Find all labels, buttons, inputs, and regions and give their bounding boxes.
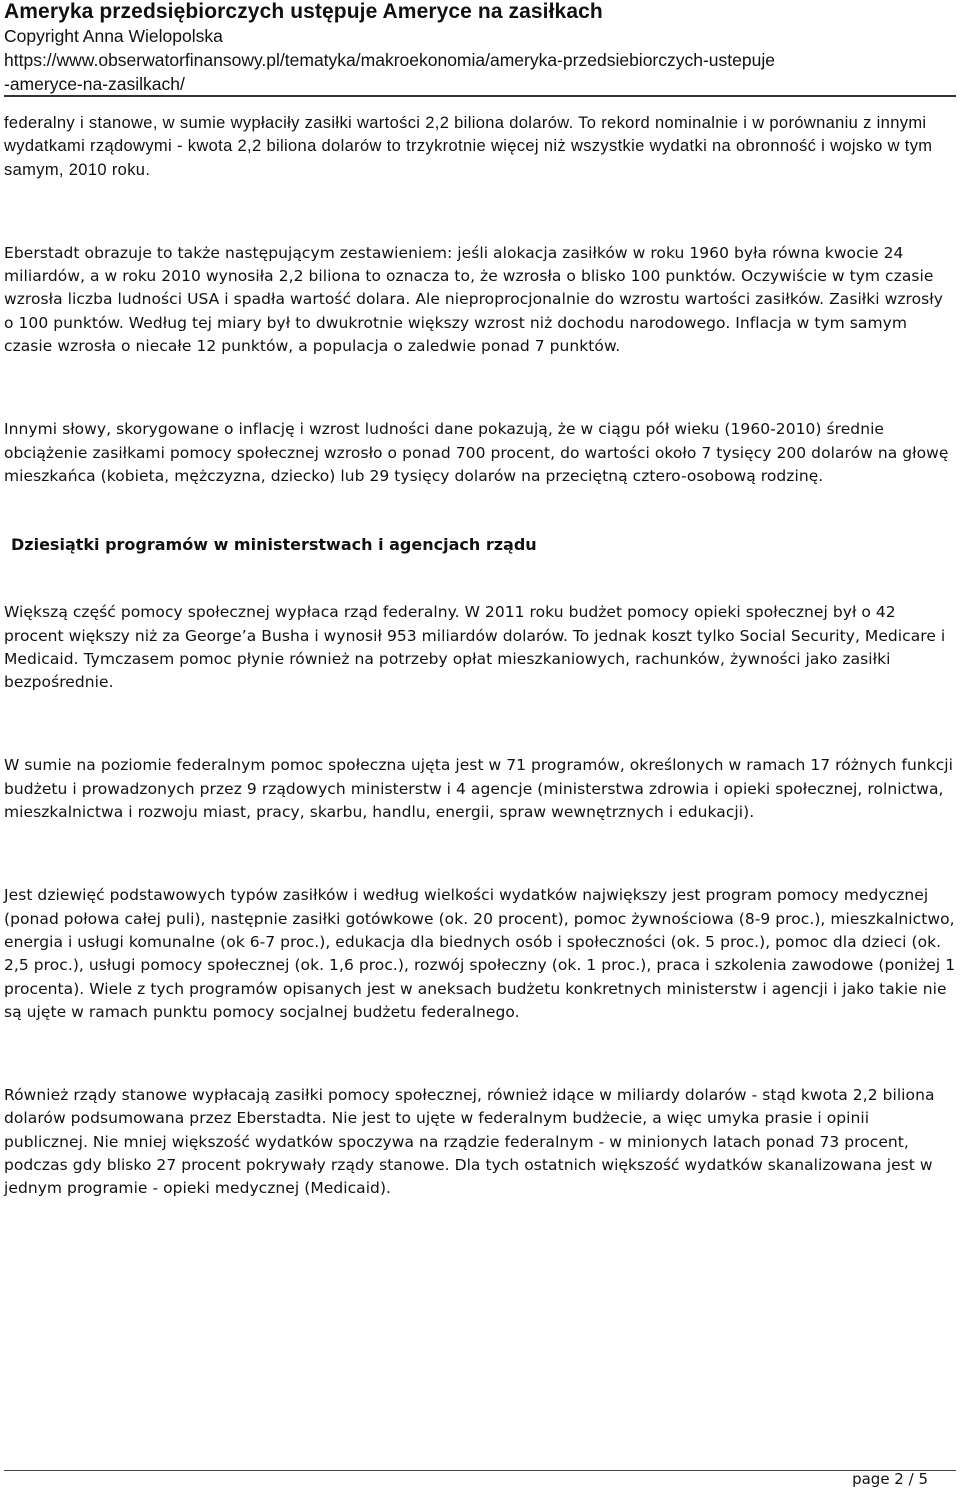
page-number: page 2 / 5 — [852, 1470, 928, 1488]
paragraph-3: Innymi słowy, skorygowane o inflację i wzrost ludności dane pokazują, że w ciągu pół wieku (1960-2010) średnie obciążenie zasiłkami pomocy społecznej wzrosło o ponad 700 procent, do wartości około 7 tysięcy 200 dolarów na głowę mieszkańca (kobieta, mężczyzna, dziecko) lub 29 tysięcy dolarów na przeciętną cztero-osobową rodzinę. — [4, 420, 949, 485]
article-title: Ameryka przedsiębiorczych ustępuje Ameryce na zasiłkach — [4, 0, 603, 23]
copyright-line: Copyright Anna Wielopolska — [4, 26, 223, 46]
section-heading: Dziesiątki programów w ministerstwach i agencjach rządu — [11, 535, 537, 555]
source-url-line-1: https://www.obserwatorfinansowy.pl/tematyka/makroekonomia/ameryka-przedsiebiorczych-ustepuje — [4, 50, 775, 70]
paragraph-4: Większą część pomocy społecznej wypłaca rząd federalny. W 2011 roku budżet pomocy opieki społecznej był o 42 procent większy niż za George’a Busha i wynosił 953 miliardów dolarów. To jednak koszt tylko Social Security, Medicare i Medicaid. Tymczasem pomoc płynie również na potrzeby opłat mieszkaniowych, rachunków, żywności jako zasiłki bezpośrednie. — [4, 603, 946, 692]
paragraph-1: federalny i stanowe, w sumie wypłaciły zasiłki wartości 2,2 biliona dolarów. To rekord nominalnie i w porównaniu z innymi wydatkami rządowymi - kwota 2,2 biliona dolarów to trzykrotnie więcej niż wszystkie wydatki na obronność i wojsko w tym samym, 2010 roku. — [4, 114, 933, 179]
source-url-line-2: -ameryce-na-zasilkach/ — [4, 74, 185, 94]
paragraph-6: Jest dziewięć podstawowych typów zasiłków i według wielkości wydatków największy jest program pomocy medycznej (ponad połowa całej puli), następnie zasiłki gotówkowe (ok. 20 procent), pomoc żywnościowa (8-9 proc.), mieszkalnictwo, energia i usługi komunalne (ok 6-7 proc.), edukacja dla biednych osób i społeczności (ok. 5 proc.), pomoc dla dzieci (ok. 2,5 proc.), usługi pomocy społecznej (ok. 1,6 proc.), rozwój społeczny (ok. 1 proc.), praca i szkolenia zawodowe (poniżej 1 procenta). Wiele z tych programów opisanych jest w aneksach budżetu konkretnych ministerstw i agencji i jako takie nie są ujęte w ramach punktu pomocy socjalnej budżetu federalnego. — [4, 886, 956, 1021]
paragraph-5: W sumie na poziomie federalnym pomoc społeczna ujęta jest w 71 programów, określonych w ramach 17 różnych funkcji budżetu i prowadzonych przez 9 rządowych ministerstw i 4 agencje (ministerstwa zdrowia i opieki społecznej, rolnictwa, mieszkalnictwa i rozwoju miast, pracy, skarbu, handlu, energii, spraw wewnętrznych i edukacji). — [4, 756, 954, 822]
header-divider — [4, 95, 956, 97]
footer-divider — [4, 1470, 956, 1471]
paragraph-2: Eberstadt obrazuje to także następującym zestawieniem: jeśli alokacja zasiłków w roku 1960 była równa kwocie 24 miliardów, a w roku 2010 wynosiła 2,2 biliona to oznacza to, że wzrosła o blisko 100 punktów. Oczywiście w tym czasie wzrosła liczba ludności USA i spadła wartość dolara. Ale nieproprocjonalnie do wzrostu wartości zasiłków. Zasiłki wzrosły o 100 punktów. Według tej miary był to dwukrotnie większy wzrost niż dochodu narodowego. Inflacja w tym samym czasie wzrosła o niecałe 12 punktów, a populacja o zaledwie ponad 7 punktów. — [4, 243, 943, 356]
article-body — [4, 112, 956, 1201]
paragraph-7: Również rządy stanowe wypłacają zasiłki pomocy społecznej, również idące w miliardy dolarów - stąd kwota 2,2 biliona dolarów podsumowana przez Eberstadta. Nie jest to ujęte w federalnym budżecie, a więc umyka prasie i opinii publicznej. Nie mniej większość wydatków spoczywa na rządzie federalnym - w minionych latach ponad 73 procent, podczas gdy blisko 27 procent pokrywały rządy stanowe. Dla tych ostatnich większość wydatków skanalizowana jest w jednym programie - opieki medycznej (Medicaid). — [4, 1086, 935, 1198]
document-header — [4, 0, 956, 96]
